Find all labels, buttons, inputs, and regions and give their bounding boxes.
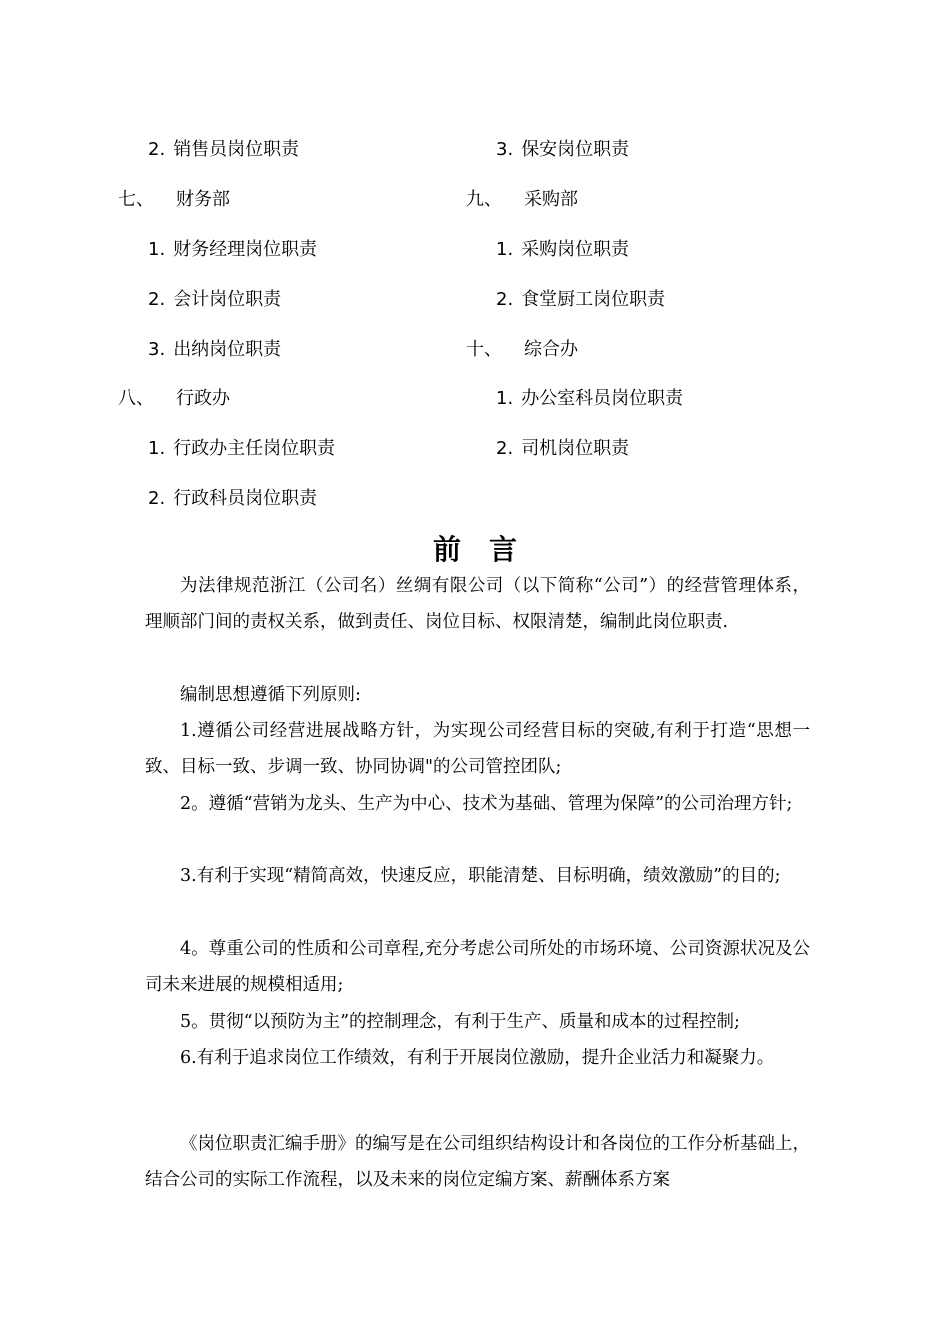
preface-paragraph: 1.遵循公司经营进展战略方针，为实现公司经营目标的突破,有利于打造“思想一致、目标一致、步调一致、协同协调"的公司管控团队; xyxy=(145,721,810,778)
preface-paragraph: 为法律规范浙江（公司名）丝绸有限公司（以下简称“公司”）的经营管理体系，理顺部门间的责权关系，做到责任、岗位目标、权限清楚，编制此岗位职责. xyxy=(145,576,810,633)
toc-item-number: 2. xyxy=(148,289,166,310)
toc-item xyxy=(148,487,317,511)
toc-item-label: 食堂厨工岗位职责 xyxy=(521,289,666,310)
toc-item-number: 1. xyxy=(148,239,166,260)
toc-section-label: 财务部 xyxy=(176,189,230,210)
toc-item-number: 2. xyxy=(496,289,514,310)
toc-item-number: 2. xyxy=(496,438,514,459)
toc-section xyxy=(466,188,578,212)
toc-item xyxy=(496,288,665,312)
preface-paragraph: 2。遵循“营销为龙头、生产为中心、技术为基础、管理为保障”的公司治理方针; xyxy=(180,794,793,814)
preface-paragraph: 5。贯彻“以预防为主”的控制理念，有利于生产、质量和成本的过程控制; xyxy=(180,1012,740,1032)
toc-item-label: 行政科员岗位职责 xyxy=(173,488,318,509)
preface-paragraph: 4。尊重公司的性质和公司章程,充分考虑公司所处的市场环境、公司资源状况及公司未来进展的规模相适用; xyxy=(145,939,810,996)
toc-item xyxy=(148,338,281,362)
toc-item-label: 司机岗位职责 xyxy=(521,438,630,459)
toc-section-label: 行政办 xyxy=(176,388,230,409)
preface-paragraph: 编制思想遵循下列原则: xyxy=(180,685,361,705)
toc-item-number: 2. xyxy=(148,139,166,160)
toc-item-number: 2. xyxy=(148,488,166,509)
toc-item-label: 采购岗位职责 xyxy=(521,239,630,260)
toc-item-number: 1. xyxy=(496,239,514,260)
toc-item xyxy=(496,437,629,461)
toc-section-label: 采购部 xyxy=(524,189,578,210)
toc-section xyxy=(118,188,230,212)
toc-section-number: 八、 xyxy=(118,388,154,409)
preface-paragraph: 6.有利于追求岗位工作绩效，有利于开展岗位激励，提升企业活力和凝聚力。 xyxy=(180,1048,775,1068)
toc-section-label: 综合办 xyxy=(524,339,578,360)
toc-item-number: 1. xyxy=(148,438,166,459)
toc-item-label: 出纳岗位职责 xyxy=(173,339,282,360)
toc-item-label: 办公室科员岗位职责 xyxy=(521,388,684,409)
toc-item xyxy=(496,138,629,162)
preface-paragraph: 《岗位职责汇编手册》的编写是在公司组织结构设计和各岗位的工作分析基础上，结合公司的实际工作流程，以及未来的岗位定编方案、薪酬体系方案 xyxy=(145,1134,810,1191)
toc-item xyxy=(148,437,335,461)
toc-item xyxy=(496,387,683,411)
toc-item-number: 3. xyxy=(496,139,514,160)
toc-item-number: 1. xyxy=(496,388,514,409)
preface-title: 前言 xyxy=(432,533,545,566)
toc-item-label: 财务经理岗位职责 xyxy=(173,239,318,260)
toc-section xyxy=(118,387,230,411)
preface-paragraph: 3.有利于实现“精简高效，快速反应，职能清楚、目标明确，绩效激励”的目的; xyxy=(180,866,781,886)
toc-item xyxy=(496,238,629,262)
toc-section-number: 七、 xyxy=(118,189,154,210)
toc-section xyxy=(466,338,578,362)
toc-item-number: 3. xyxy=(148,339,166,360)
toc-item xyxy=(148,138,299,162)
toc-item-label: 会计岗位职责 xyxy=(173,289,282,310)
toc-item-label: 保安岗位职责 xyxy=(521,139,630,160)
toc-item xyxy=(148,288,281,312)
toc-item xyxy=(148,238,317,262)
toc-item-label: 行政办主任岗位职责 xyxy=(173,438,336,459)
toc-item-label: 销售员岗位职责 xyxy=(173,139,300,160)
toc-section-number: 九、 xyxy=(466,189,502,210)
toc-section-number: 十、 xyxy=(466,339,502,360)
